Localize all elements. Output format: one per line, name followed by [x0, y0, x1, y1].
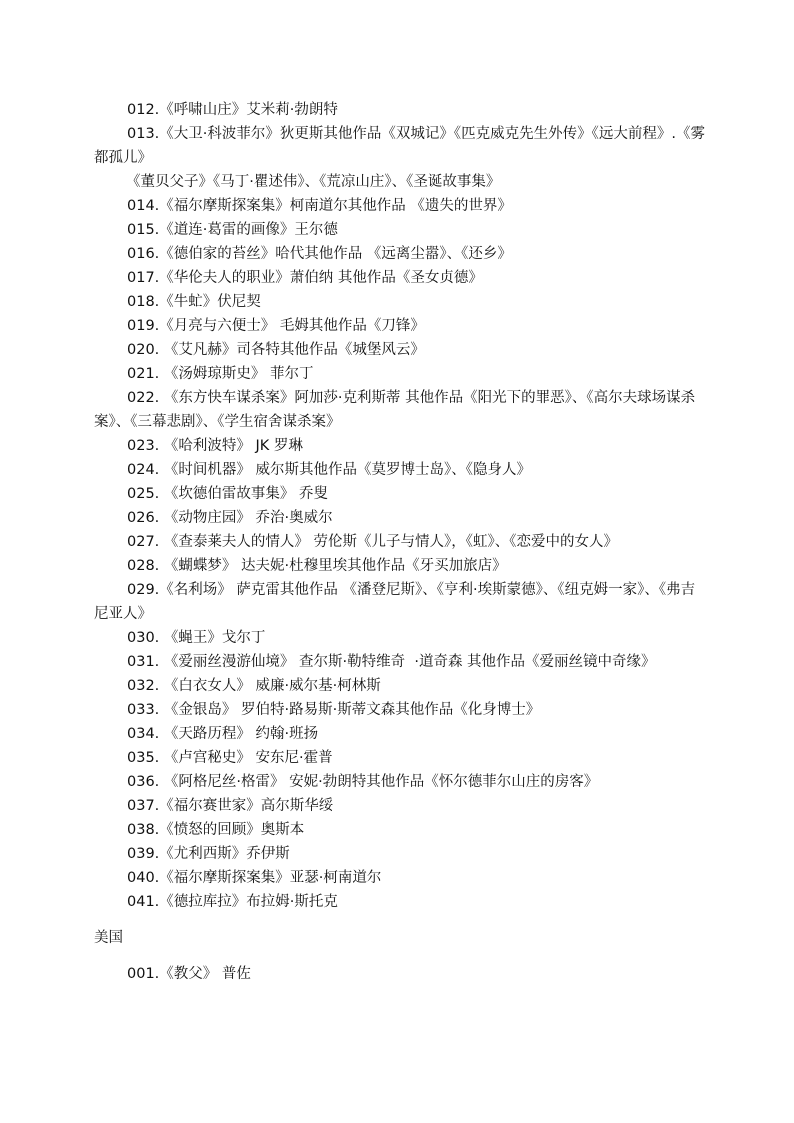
list-item-026: 026. 《动物庄园》 乔治·奥威尔 [127, 510, 333, 526]
list-item-015: 015.《道连·葛雷的画像》王尔德 [127, 222, 338, 238]
list-item-033: 033. 《金银岛》 罗伯特·路易斯·斯蒂文森其他作品《化身博士》 [127, 702, 541, 718]
list-item-013: 013.《大卫·科波菲尔》狄更斯其他作品《双城记》《匹克威克先生外传》《远大前程》.《雾都孤儿》 [94, 126, 705, 166]
list-item-041: 041.《德拉库拉》布拉姆·斯托克 [127, 894, 338, 910]
list-item-034: 034. 《天路历程》 约翰·班扬 [127, 726, 319, 742]
list-item-028: 028. 《蝴蝶梦》 达夫妮·杜穆里埃其他作品《牙买加旅店》 [127, 558, 507, 574]
list-item-039: 039.《尤利西斯》乔伊斯 [127, 846, 290, 862]
list-item-022: 022. 《东方快车谋杀案》阿加莎·克利斯蒂 其他作品《阳光下的罪恶》、《高尔夫球场谋杀案》、《三幕悲剧》、《学生宿舍谋杀案》 [94, 390, 696, 430]
us-list-item-001: 001.《教父》 普佐 [127, 966, 251, 982]
list-item-019: 019.《月亮与六便士》 毛姆其他作品《刀锋》 [127, 318, 425, 334]
list-item-013-continued: 《董贝父子》《马丁·瞿述伟》、《荒凉山庄》、《圣诞故事集》 [126, 174, 501, 190]
list-item-018: 018.《牛虻》伏尼契 [127, 294, 261, 310]
document-content [94, 98, 706, 986]
list-item-040: 040.《福尔摩斯探案集》亚瑟·柯南道尔 [127, 870, 382, 886]
list-item-021: 021. 《汤姆琼斯史》 菲尔丁 [127, 366, 314, 382]
list-item-027: 027. 《查泰莱夫人的情人》 劳伦斯《儿子与情人》，《虹》、《恋爱中的女人》 [127, 534, 619, 550]
list-item-036: 036. 《阿格尼丝·格雷》 安妮·勃朗特其他作品《怀尔德菲尔山庄的房客》 [127, 774, 599, 790]
list-item-037: 037.《福尔赛世家》高尔斯华绥 [127, 798, 334, 814]
list-item-024: 024. 《时间机器》 威尔斯其他作品《莫罗博士岛》、《隐身人》 [127, 462, 532, 478]
list-item-035: 035. 《卢宫秘史》 安东尼·霍普 [127, 750, 333, 766]
list-item-020: 020. 《艾凡赫》司各特其他作品《城堡风云》 [127, 342, 425, 358]
list-item-031: 031. 《爱丽丝漫游仙境》 查尔斯·勒特维奇 ·道奇森 其他作品《爱丽丝镜中奇缘》 [127, 654, 656, 670]
list-item-038: 038.《愤怒的回顾》奥斯本 [127, 822, 305, 838]
list-item-023: 023. 《哈利波特》 JK 罗琳 [127, 438, 303, 454]
list-item-029: 029.《名利场》 萨克雷其他作品 《潘登尼斯》、《亨利·埃斯蒙德》、《纽克姆一家》、《弗吉尼亚人》 [94, 582, 696, 622]
list-item-016: 016.《德伯家的苔丝》哈代其他作品 《远离尘嚣》、《还乡》 [127, 246, 512, 262]
list-item-025: 025. 《坎德伯雷故事集》 乔叟 [127, 486, 329, 502]
section-heading-usa: 美国 [94, 930, 123, 946]
list-item-030: 030. 《蝇王》戈尔丁 [127, 630, 266, 646]
list-item-014: 014.《福尔摩斯探案集》柯南道尔其他作品 《遗失的世界》 [127, 198, 512, 214]
list-item-012: 012.《呼啸山庄》艾米莉·勃朗特 [127, 102, 338, 118]
list-item-017: 017.《华伦夫人的职业》萧伯纳 其他作品《圣女贞德》 [127, 270, 483, 286]
list-item-032: 032. 《白衣女人》 威廉·威尔基·柯林斯 [127, 678, 381, 694]
